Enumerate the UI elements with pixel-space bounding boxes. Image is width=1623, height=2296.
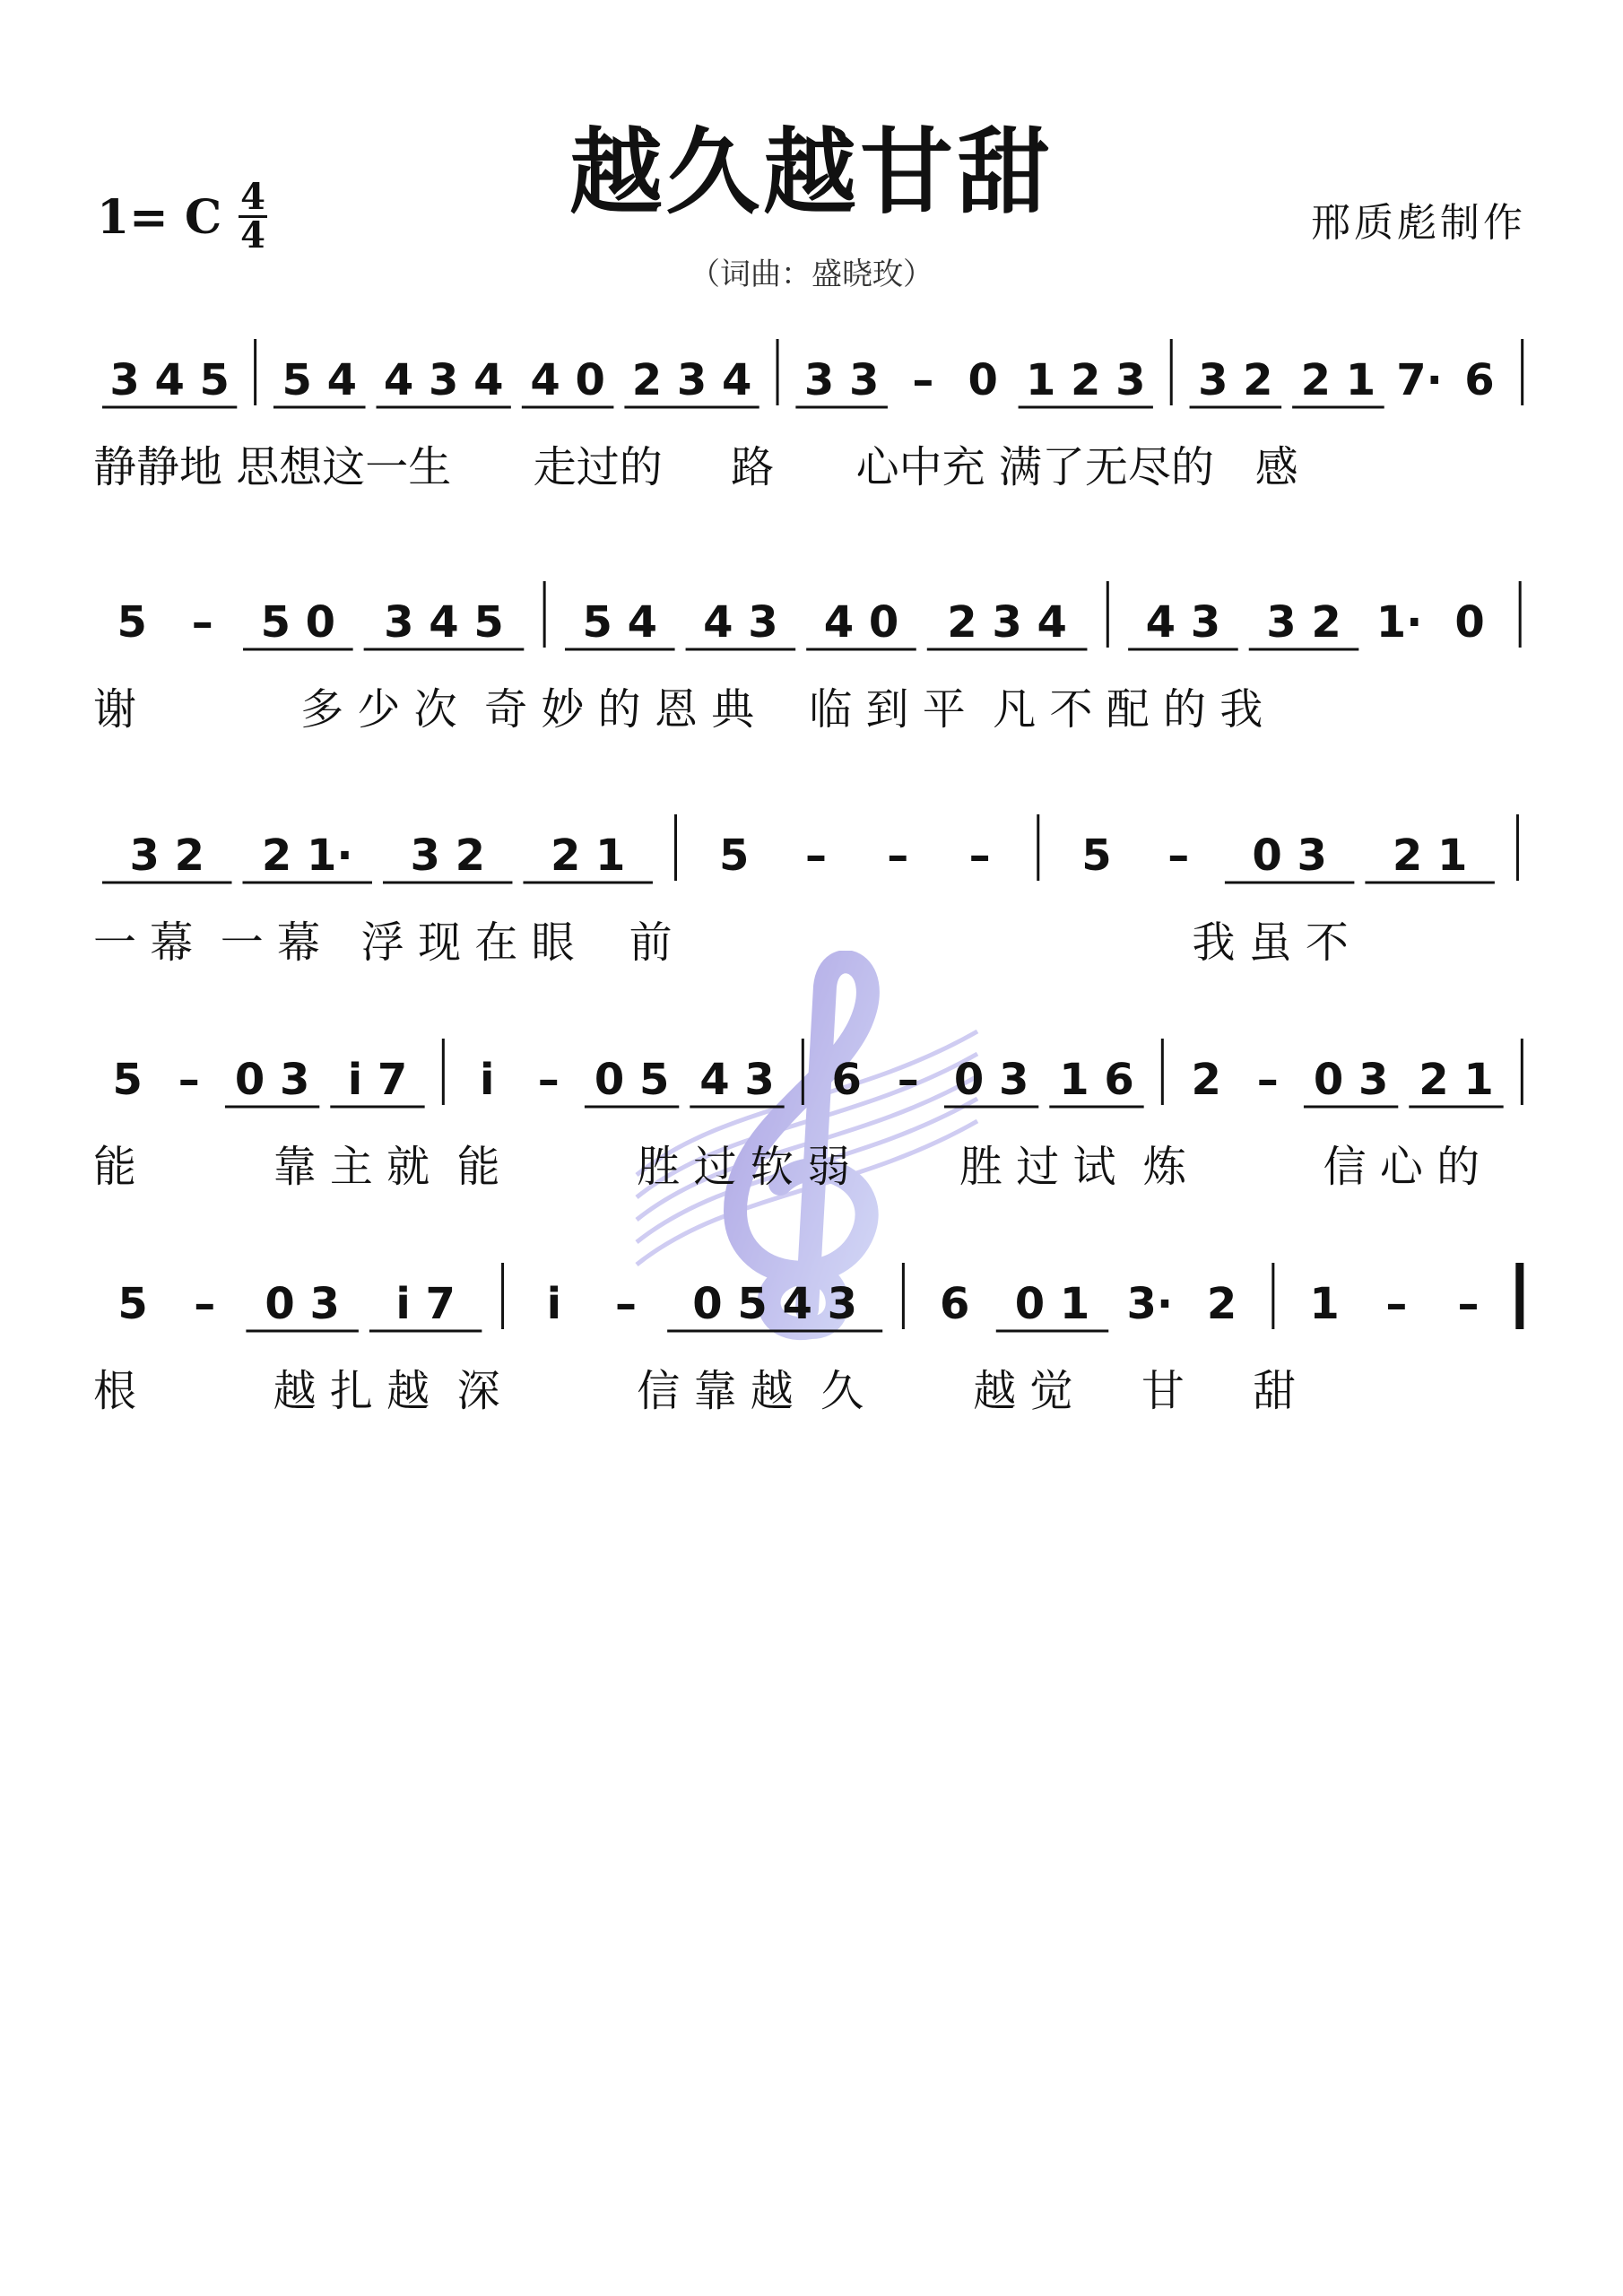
note-group: – [912, 355, 934, 405]
note-group: 2 3 4 [947, 597, 1067, 648]
note-group: – [537, 1055, 560, 1105]
note-group: 0 3 [234, 1055, 310, 1105]
note-group: 2 1 [550, 831, 626, 881]
note-group: 4 3 4 [383, 355, 504, 405]
note-group: – [887, 831, 909, 881]
note-group: 2 [1191, 1055, 1221, 1105]
note-group: – [191, 597, 213, 648]
note-group: 4 3 [699, 1055, 775, 1105]
note-group: 3 2 [410, 831, 485, 881]
note-group: i [546, 1279, 562, 1329]
note-group: 4 3 [703, 597, 778, 648]
note-group: 3 4 5 [109, 355, 230, 405]
time-numerator: 4 [240, 176, 265, 218]
note-group: 0 5 4 3 [692, 1279, 858, 1329]
lyrics-line-2: 谢 多 少 次 奇 妙 的 恩 典 临 到 平 凡 不 配 的 我 [93, 684, 1263, 735]
note-group: 3· [1126, 1279, 1174, 1329]
lyricist-composer-credit: （词曲：盛晓玫） [690, 257, 933, 292]
lyrics-line-5: 根 越 扎 越 深 信 靠 越 久 越 觉 甘 甜 [93, 1366, 1297, 1416]
song-title: 越久越甘甜 [568, 117, 1054, 227]
note-group: 1 2 3 [1025, 355, 1146, 405]
note-group: 2 [1206, 1279, 1237, 1329]
note-group: – [968, 831, 991, 881]
note-group: 5 4 [282, 355, 357, 405]
note-group: 0 [1454, 597, 1485, 648]
note-group: 2 1· [261, 831, 353, 881]
note-group: i [480, 1055, 495, 1105]
note-group: 5 [117, 1279, 148, 1329]
note-group: 6 [831, 1055, 862, 1105]
note-group: 1 [1309, 1279, 1340, 1329]
note-group: – [897, 1055, 919, 1105]
note-group: – [178, 1055, 200, 1105]
note-group: i 7 [395, 1279, 456, 1329]
note-group: 3 4 5 [384, 597, 504, 648]
note-group: 3 2 [1266, 597, 1341, 648]
arranger-credit: 邢质彪制作 [1311, 200, 1526, 246]
note-group: 2 3 4 [631, 355, 752, 405]
note-group: 5 4 [582, 597, 658, 648]
note-group: 4 0 [530, 355, 605, 405]
note-group: 3 3 [803, 355, 880, 405]
note-group: 2 1 [1392, 831, 1468, 881]
note-group: 1· [1376, 597, 1423, 648]
note-group: 6 [1464, 355, 1495, 405]
note-group: 4 3 [1145, 597, 1221, 648]
lyrics-line-4: 能 靠 主 就 能 胜 过 软 弱 胜 过 试 炼 信 心 的 [93, 1142, 1480, 1192]
note-group: 4 0 [823, 597, 899, 648]
lyrics-line-3: 一 幕 一 幕 浮 现 在 眼 前 我 虽 不 [93, 918, 1349, 968]
note-group: i 7 [347, 1055, 408, 1105]
note-group: – [805, 831, 827, 881]
note-group: – [1256, 1055, 1279, 1105]
note-group: – [1457, 1279, 1480, 1329]
note-group: 0 3 [265, 1279, 340, 1329]
note-group: 0 1 [1014, 1279, 1090, 1329]
note-group: – [194, 1279, 216, 1329]
note-group: 5 [1081, 831, 1112, 881]
note-group: – [615, 1279, 638, 1329]
note-group: 5 [719, 831, 750, 881]
note-group: 0 3 [1313, 1055, 1389, 1105]
note-group: – [1167, 831, 1190, 881]
note-group: 3 2 [129, 831, 205, 881]
note-group: 3 2 [1198, 355, 1273, 405]
note-group: – [1385, 1279, 1408, 1329]
note-group: 2 1 [1419, 1055, 1494, 1105]
note-group: 0 5 [594, 1055, 670, 1105]
note-group: 0 3 [1252, 831, 1327, 881]
note-group: 5 0 [260, 597, 336, 648]
time-denominator: 4 [240, 214, 265, 257]
note-group: 5 [112, 1055, 143, 1105]
key-signature: 1= C [97, 190, 222, 245]
note-group: 2 1 [1300, 355, 1376, 405]
note-group: 1 6 [1059, 1055, 1134, 1105]
note-group: 6 [939, 1279, 970, 1329]
note-group: 0 3 [953, 1055, 1029, 1105]
note-group: 7· [1396, 355, 1443, 405]
note-group: 5 [117, 597, 147, 648]
lyrics-line-1: 静静地 思想这一生 走过的 路 心中充 满了无尽的 感 [93, 442, 1298, 492]
note-group: 0 [968, 355, 998, 405]
